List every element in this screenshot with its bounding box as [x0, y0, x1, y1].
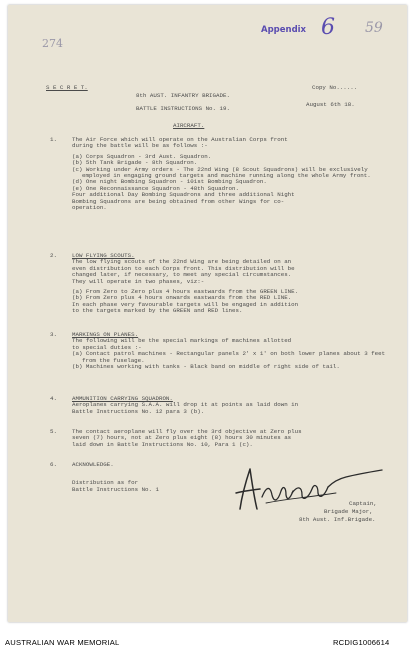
signatory-rank: Captain, [349, 500, 377, 507]
folio-annotation: 274 [42, 37, 63, 50]
list-item: (b) 5th Tank Brigade - 8th Squadron. [72, 159, 198, 167]
distribution-line: Battle Instructions No. 1 [72, 486, 159, 493]
appendix-stamp: Appendix [261, 25, 307, 35]
text-line: Battle Instructions No. 12 para 3 (b). [72, 407, 205, 415]
copy-number: Copy No...... [312, 84, 358, 91]
archive-name: AUSTRALIAN WAR MEMORIAL [5, 638, 120, 647]
brigade-name: 8th AUST. INFANTRY BRIGADE. [136, 92, 230, 99]
section-1-body [72, 137, 394, 211]
text-line: to special duties :- [72, 343, 142, 351]
text-line: to the targets marked by the GREEN and RED lines. [72, 307, 243, 315]
document-page [8, 5, 407, 622]
text-line: The Air Force which will operate on the Australian Corps front [72, 136, 288, 143]
text-line: The contact aeroplane will fly over the 3rd objective at Zero plus [72, 428, 302, 435]
list-item: (a) From Zero to Zero plus 4 hours eastwards from the GREEN LINE. [72, 288, 299, 296]
text-line: during the battle will be as follows :- [72, 142, 208, 150]
text-line: operation. [72, 204, 107, 212]
text-line: laid down in Battle Instructions No. 10, Para 1 (c). [72, 440, 253, 448]
text-line: In each phase very favourable targets will be engaged in addition [72, 300, 299, 308]
section-subheading: LOW FLYING SCOUTS. [72, 252, 135, 259]
signatory-role: Brigade Major, [324, 508, 373, 515]
text-line: The following will be the special markings of machines allotted [72, 337, 292, 345]
section-number: 5. [50, 428, 57, 435]
section-number: 2. [50, 252, 57, 259]
document-title: BATTLE INSTRUCTIONS No. 19. [136, 105, 230, 112]
text-line: seven (7) hours, not at Zero plus eight (8) hours 30 minutes as [72, 434, 292, 442]
section-number: 4. [50, 395, 57, 402]
text-line: even distribution to each Corps front. This distribution will be [72, 264, 295, 272]
section-3-body [72, 332, 394, 370]
section-heading: AIRCRAFT. [173, 122, 205, 129]
section-number: 1. [50, 136, 57, 143]
section-5-body [72, 429, 394, 448]
list-item: (a) Contact patrol machines - Rectangular panels 2' x 1' on both lower planes about 3 feet from the fuselage. [72, 350, 386, 364]
list-item: (a) Corps Squadron - 3rd Aust. Squadron. [72, 152, 212, 160]
list-item: (b) From Zero plus 4 hours onwards eastwards from the RED LINE. [72, 294, 292, 302]
text-line: They will operate in two phases, viz:- [72, 277, 205, 285]
list-item: (b) Machines working with tanks - Black band on middle of right side of tail. [72, 363, 340, 371]
list-item: (e) One Reconnaissance Squadron - 48th Squadron. [72, 184, 239, 192]
classification-heading: S E C R E T. [46, 84, 88, 91]
section-number: 3. [50, 331, 57, 338]
text-line: Aeroplanes carrying S.A.A. will drop it at points as laid down in [72, 401, 299, 409]
list-item: (c) Working under Army orders - The 22nd Wing (8 Scout Squadrons) will be exclusively employed in engaging ground targets and machine running along the whole Army front. [72, 165, 371, 180]
text-line: The low flying scouts of the 22nd Wing are being detailed on an [72, 258, 292, 266]
text-line: changed later, if necessary, to meet any special circumstances. [72, 271, 292, 279]
archive-footer [0, 627, 415, 654]
distribution-line: Distribution as for [72, 479, 139, 486]
record-id: RCDIG1006614 [333, 638, 390, 647]
text-line: Bombing Squadrons are being obtained from other Wings for co- [72, 197, 285, 205]
page-number-annotation: 59 [365, 20, 383, 36]
document-date: August 6th 18. [306, 101, 355, 108]
section-number: 6. [50, 461, 57, 468]
section-subheading: AMMUNITION CARRYING SQUADRON. [72, 395, 173, 402]
section-2-body [72, 253, 394, 315]
section-4-body [72, 396, 394, 415]
appendix-number: 6 [321, 15, 335, 40]
signatory-unit: 8th Aust. Inf.Brigade. [299, 516, 376, 523]
section-subheading: ACKNOWLEDGE. [72, 461, 114, 468]
section-subheading: MARKINGS ON PLANES. [72, 331, 139, 338]
list-item: (d) One night Bombing Squadron - 101st Bombing Squadron. [72, 178, 267, 186]
text-line: Four additional Day Bombing Squadrons and three additional Night [72, 191, 295, 199]
